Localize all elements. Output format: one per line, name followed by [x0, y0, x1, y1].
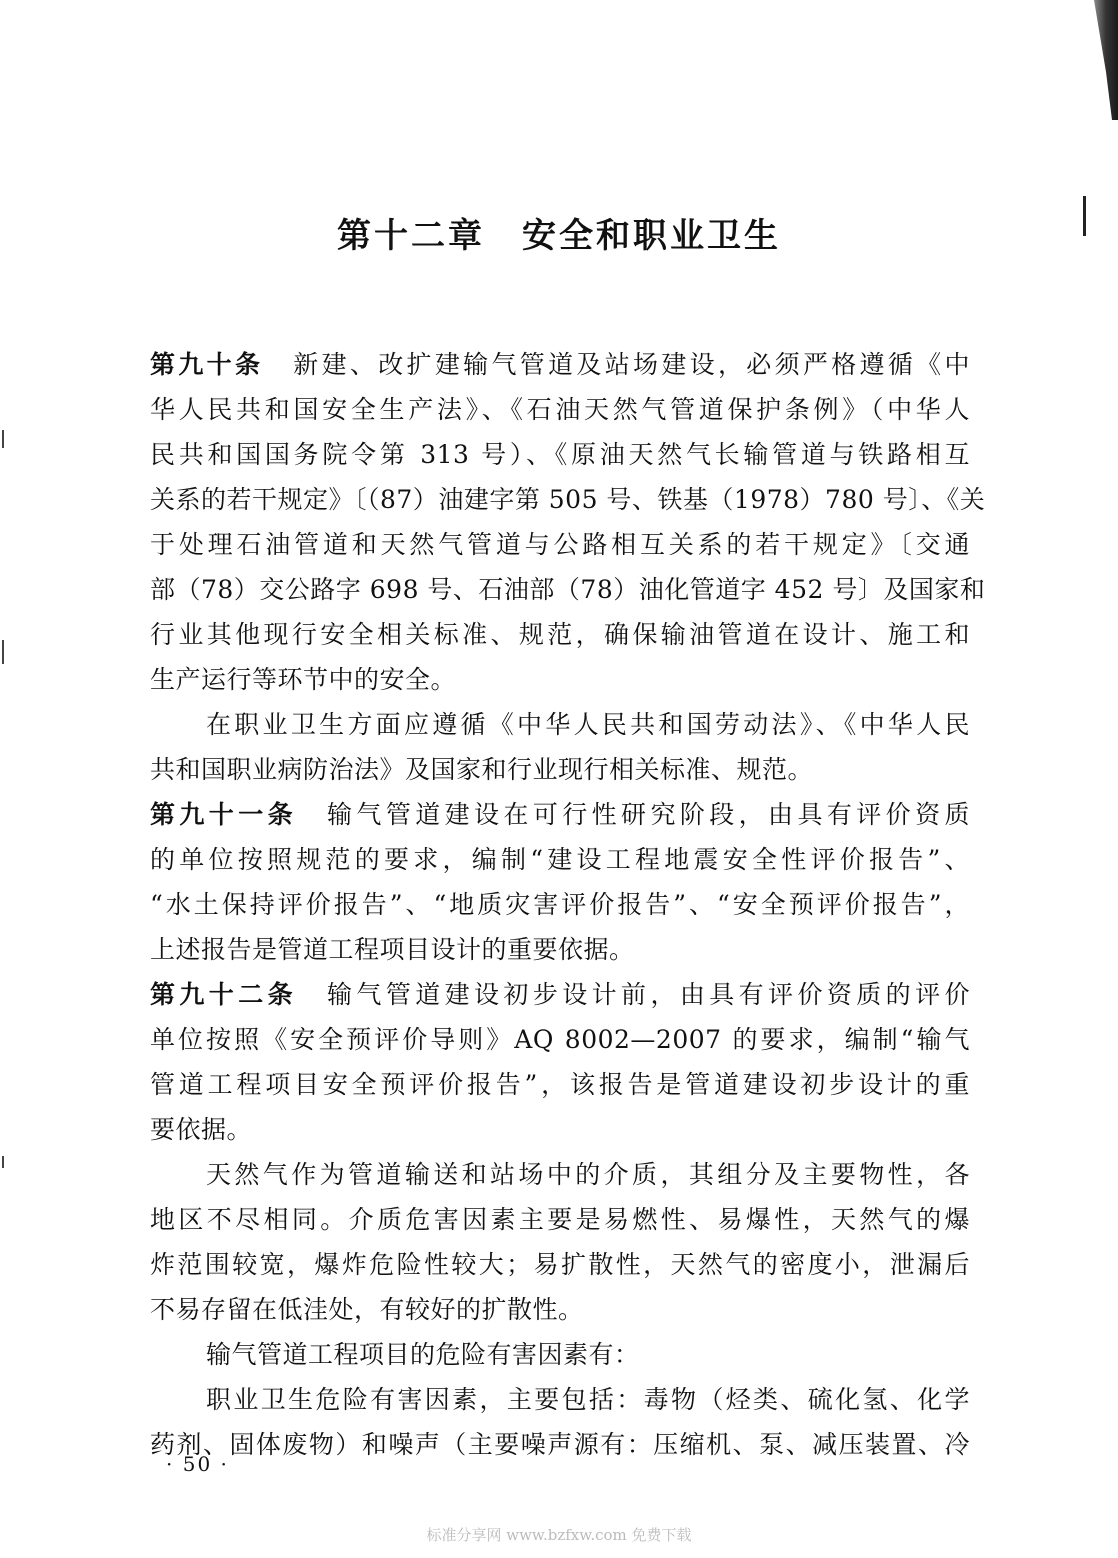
article-label: 第九十一条	[150, 800, 298, 829]
text-line: 单位按照《安全预评价导则》AQ 8002—2007 的要求，编制“输气	[150, 1025, 970, 1054]
line-text: 输气管道建设在可行性研究阶段，由具有评价资质	[327, 800, 970, 829]
text-line: 于处理石油管道和天然气管道与公路相互关系的若干规定》〔交通	[150, 530, 970, 559]
text-line: 在职业卫生方面应遵循《中华人民共和国劳动法》、《中华人民	[206, 710, 970, 739]
text-line	[150, 972, 970, 1017]
line-text: 新建、改扩建输气管道及站场建设，必须严格遵循《中	[293, 350, 970, 379]
text-line: 炸范围较宽，爆炸危险性较大；易扩散性，天然气的密度小，泄漏后	[150, 1250, 970, 1279]
text-line: “水土保持评价报告”、“地质灾害评价报告”、“安全预评价报告”，	[150, 890, 970, 919]
page-number: · 50 ·	[166, 1452, 229, 1476]
text-line: 关系的若干规定》〔（87）油建字第 505 号、铁基（1978）780 号〕、《关	[150, 485, 986, 514]
text-line: 天然气作为管道输送和站场中的介质，其组分及主要物性，各	[206, 1160, 970, 1189]
scan-left-mark	[2, 1156, 4, 1168]
text-line: 的单位按照规范的要求，编制“建设工程地震安全性评价报告”、	[150, 845, 970, 874]
text-line: 华人民共和国安全生产法》、《石油天然气管道保护条例》（中华人	[150, 395, 970, 424]
scan-left-mark	[2, 640, 4, 664]
chapter-title: 第十二章 安全和职业卫生	[337, 216, 781, 256]
text-line: 管道工程项目安全预评价报告”，该报告是管道建设初步设计的重	[150, 1070, 970, 1099]
text-line	[150, 342, 970, 387]
scan-edge-shadow	[1078, 0, 1118, 120]
text-line: 输气管道工程项目的危险有害因素有：	[206, 1340, 640, 1369]
text-line: 不易存留在低洼处，有较好的扩散性。	[150, 1295, 584, 1324]
watermark: 标准分享网 www.bzfxw.com 免费下载	[426, 1526, 692, 1544]
text-line: 生产运行等环节中的安全。	[150, 665, 457, 694]
scan-left-mark	[2, 430, 4, 448]
text-line: 上述报告是管道工程项目设计的重要依据。	[150, 935, 635, 964]
text-line: 要依据。	[150, 1115, 253, 1144]
text-line: 共和国职业病防治法》及国家和行业现行相关标准、规范。	[150, 755, 814, 784]
text-line: 地区不尽相同。介质危害因素主要是易燃性、易爆性，天然气的爆	[150, 1205, 970, 1234]
article-label: 第九十二条	[150, 980, 298, 1009]
line-text: 输气管道建设初步设计前，由具有评价资质的评价	[327, 980, 970, 1009]
text-line: 药剂、固体废物）和噪声（主要噪声源有：压缩机、泵、减压装置、冷	[150, 1430, 970, 1459]
text-line: 行业其他现行安全相关标准、规范，确保输油管道在设计、施工和	[150, 620, 970, 649]
article-label: 第九十条	[150, 350, 264, 379]
body-text	[150, 342, 986, 1467]
text-line: 职业卫生危险有害因素，主要包括：毒物（烃类、硫化氢、化学	[206, 1385, 970, 1414]
text-line	[150, 792, 970, 837]
text-line: 部（78）交公路字 698 号、石油部（78）油化管道字 452 号〕及国家和	[150, 575, 986, 604]
text-line: 民共和国国务院令第 313 号）、《原油天然气长输管道与铁路相互	[150, 440, 970, 469]
